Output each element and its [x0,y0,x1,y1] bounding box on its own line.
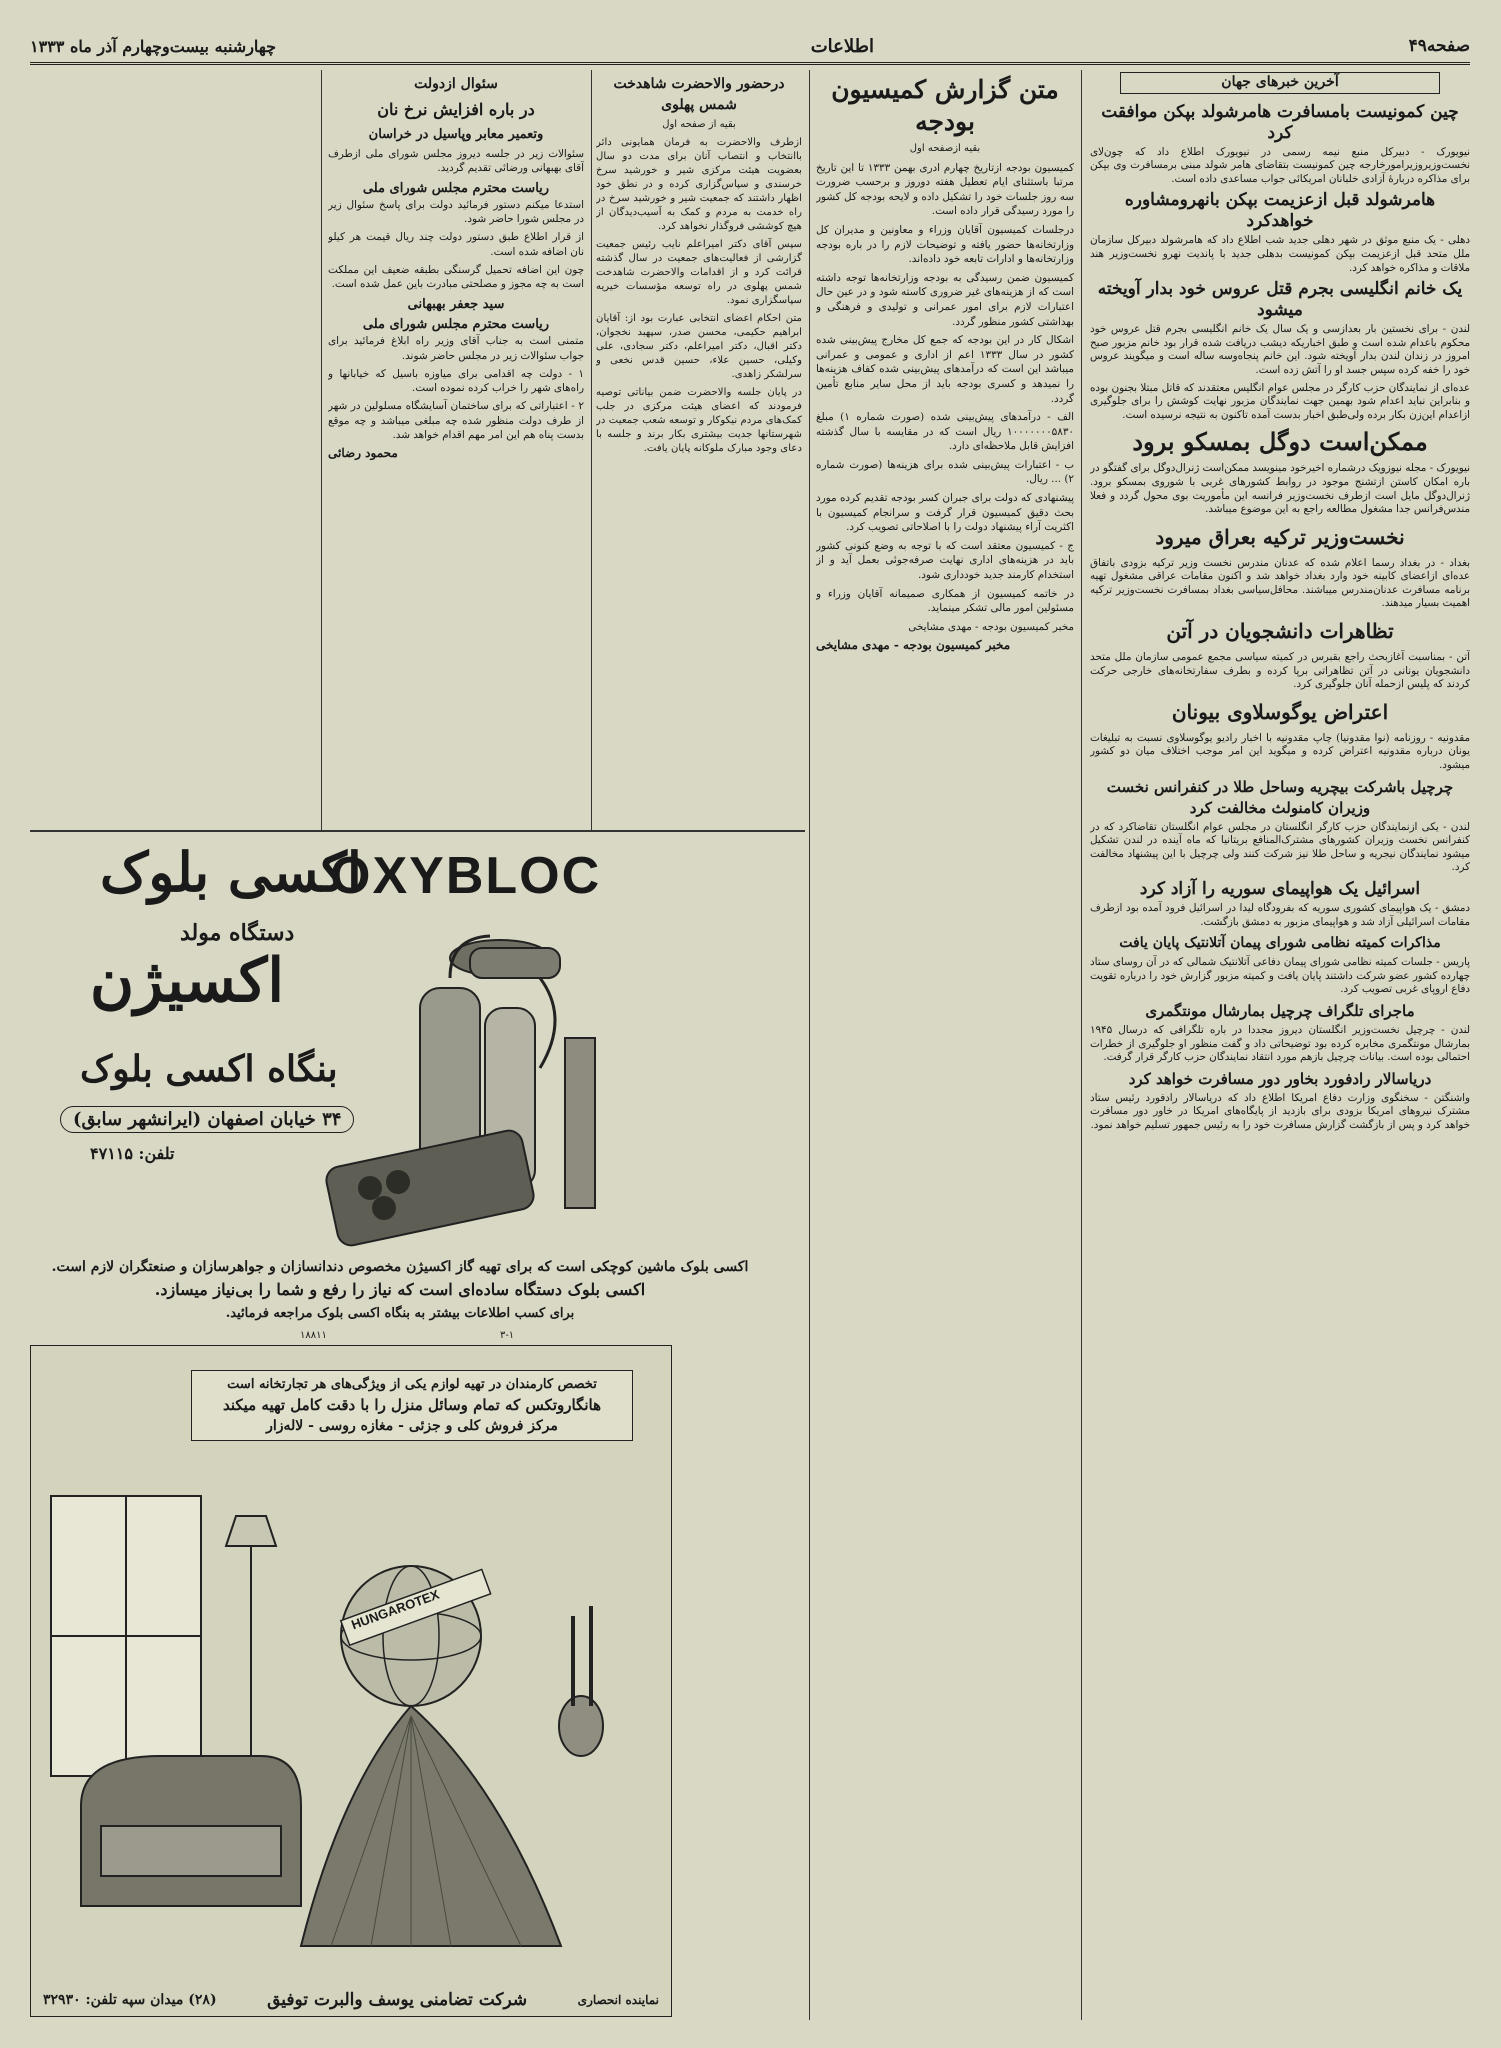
news-body: نیویورک - مجله نیوزویک درشماره اخیرخود مینویسد ممکن‌است ژنرال‌دوگل برای گفتگو در باره امکان کاستن ازتشنج موجود در روابط کشورهای غربی با شوروی بمسکو برود. ژنرال‌دوگل مایل است ازطرف نخست‌وزیر فرانسه این مأموریت بوی محول گردد و فعلا مندس‌فرانس جدا مشغول مطالعه راجع به این موضوع میباشد. [1090,462,1470,516]
footer-agent: نماینده انحصاری [577,1993,659,2007]
footer-company: شرکت تضامنی یوسف والبرت توفیق [267,1990,528,2010]
section-rule [30,830,805,832]
royal-paragraph: ازطرف والاحضرت به فرمان همایونی دائر باانتخاب و انتصاب آنان برای مدت دو سال بعضویت هیئت مرکزی شیر و خورشید سرخ خرسندی و سپاس‌گزاری کرده و در نطق خود اظهار داشتند که جمعیت شیر و خورشید سرخ در راه خدمت به مردم و کمک به آسیب‌دیدگان از هیچ کوششی فروگذار نخواهد کرد. [596,137,802,232]
world-news-column [1090,70,1470,2020]
ad-subtitle: دستگاه مولد [180,920,295,946]
ad-product: اکسیژن [90,946,285,1016]
question-paragraph: سئوالات زیر در جلسه دیروز مجلس شورای ملی ازطرف آقای بهبهانی ورضائی تقدیم گردید. [328,148,584,175]
budget-signature: مخبر کمیسیون بودجه - مهدی مشایخی [816,638,1011,653]
banner-line: هانگاروتکس که تمام وسائل منزل را با دقت کامل تهیه میکند [222,1396,602,1414]
news-headline: ماجرای تلگراف چرچیل بمارشال مونتگمری [1145,1001,1415,1020]
question-paragraph: ریاست محترم مجلس شورای ملی [362,316,550,332]
news-body: آتن - بمناسبت آغازبحث راجع بقبرس در کمیته سیاسی مجمع عمومی سازمان ملل متحد دانشجویان یونانی در آتن تظاهراتی برپا کرده و بطرف سفارتخانه‌های خارجی حرکت کردند که پلیس ازحمله آنان جلوگیری کرد. [1090,651,1470,691]
question-paragraph: استدعا میکنم دستور فرمائید دولت برای پاسخ سئوال زیر در مجلس شورا حاضر شود. [328,198,584,226]
news-body: لندن - برای نخستین بار بعدازسی و یک سال یک خانم انگلیسی بجرم قتل عروس خود محکوم باعدام شده است و طبق اخباریکه دیشب دریافت شده قرار بود خانم مزبور صبح امروز در زندان لندن بدار آویخته شود. این خانم پنجاه‌وسه ساله است و میگویند عروس خود را خفه کرده سپس جسد او را آتش زده است. [1090,323,1470,376]
ad-ref: ۱۸۸۱۱ [300,1330,327,1341]
budget-paragraph: ب - اعتبارات پیش‌بینی شده برای هزینه‌ها (صورت شماره ۲) ... ریال. [816,458,1074,486]
brand-fa: اکسی بلوک [100,840,362,904]
column-rule [321,70,323,830]
news-body: پاریس - جلسات کمیته نظامی شورای پیمان دفاعی آتلانتیک شمالی که در آن روسای ستاد چهارده کشور عضو شرکت داشتند پایان یافت و کمیته مزبور گزارش خود را درباره تقویت دفاع اروپای غربی تصویب کرد. [1090,956,1470,996]
issue-date: چهارشنبه بیست‌وچهارم آذر ماه ۱۳۳۳ [30,36,277,56]
paper-name: اطلاعات [810,35,874,57]
masthead [30,30,1470,65]
question-paragraph: از قرار اطلاع طبق دستور دولت چند ریال قیمت هر کیلو نان اضافه شده است. [328,231,584,258]
news-headline: چرچیل باشرکت بیچریه وساحل طلا در کنفرانس نخست وزیران کامنولث مخالفت کرد [1106,777,1454,817]
news-body: بغداد - در بغداد رسما اعلام شده که عدنان مندرس نخست وزیر ترکیه بزودی باتفاق عده‌ای ازاعضای کابینه خود وارد بغداد خواهد شد و اکنون مقامات عراقی مشغول تهیه برنامه مسافرت عدنان‌مندرس میباشند. محافل‌سیاسی بغداد بمسافرت نخست‌وزیر ترکیه اهمیت بسیار میدهند. [1090,556,1470,610]
ad-ref: ۳-۱ [500,1330,515,1341]
news-headline: دریاسالار رادفورد بخاور دور مسافرت خواهد کرد [1128,1069,1432,1088]
question-headline: سئوال ازدولت [414,76,498,92]
brand-latin: OXYBLOC [330,847,602,905]
budget-headline: متن گزارش کمیسیون بودجه [831,75,1059,136]
budget-paragraph: کمیسیون ضمن رسیدگی به بودجه وزارتخانه‌ها توجه داشته است که از هزینه‌های غیر ضروری کاسته شود و در عین حال اعتبارات لازم برای امور عمرانی و تولیدی و فرهنگی و بهداشتی کشور منظور گردد. [816,271,1074,328]
oxygen-machine-illustration [310,918,630,1248]
news-body: مقدونیه - روزنامه (نوا مقدونیا) چاپ مقدونیه با اخبار رادیو یوگوسلاوی نسبت به تبلیغات یونان درباره مقدونیه اعتراض کرده و میگوید این امر موجب اختلاف میان دو کشور میشود. [1090,731,1470,772]
banner-line: تخصص کارمندان در تهیه لوازم یکی از ویژگی‌های هر تجارتخانه است [227,1377,597,1392]
news-body: لندن - یکی ازنمایندگان حزب کارگر انگلستان در مجلس عوام انگلستان تقاضاکرد که در کنفرانس نخست وزیران کشورهای مشترک‌المنافع بریتانیا که ماه آینده در لندن تشکیل میشود نمایندگان نیجریه و ساحل طلا نیز شرکت کنند ولی چرچیل با این پیشنهاد مخالفت کرد. [1090,820,1470,874]
royal-paragraph: در پایان جلسه والاحضرت ضمن بیاناتی توصیه فرمودند که اعضای هیئت مرکزی در جلب کمک‌های مردم نیکوکار و توسعه شعب جمعیت در شهرستانها جدیت بیشتری بکار برند و جلسه با دعای وجود مبارک ملوکانه پایان یافت. [596,387,802,454]
news-headline: ممکن‌است دوگل بمسکو برود [1132,427,1428,457]
news-headline: اسرائیل یک هواپیمای سوریه را آزاد کرد [1139,879,1421,899]
footer-address: (۲۸) میدان سپه تلفن: ۳۲۹۳۰ [43,1992,217,2008]
question-paragraph: ۱ - دولت چه اقدامی برای میاوزه باسیل که خیابانها و راه‌های شهر را خراب کرده نموده است. [328,367,584,395]
budget-report-column [816,70,1074,2020]
budget-paragraph: پیشنهادی که دولت برای جبران کسر بودجه تقدیم کرده مورد بحث دقیق کمیسیون قرار گرفت و سرانجام کمیسیون با اکثریت آراء پیشنهاد دولت را با اصلاحاتی تصویب کرد. [816,492,1074,534]
budget-paragraph: درجلسات کمیسیون آقایان وزراء و معاونین و مدیران کل وزارتخانه‌ها حضور یافته و توضیحات لازم را در باره بودجه وزارتخانه‌ها و ادارات تابعه خود داده‌اند. [816,223,1074,266]
banner-line: مرکز فروش کلی و جزئی - مغازه روسی - لاله‌زار [266,1418,558,1434]
news-body: واشنگتن - سخنگوی وزارت دفاع امریکا اطلاع داد که دریاسالار رادفورد رئیس ستاد مشترک نیروهای امریکا بزودی برای بازدید از پایگاه‌های امریکا در خاور دور مسافرت خواهد کرد و پس از بازگشت گزارش مسافرت خود را به رئیس جمهور تسلیم خواهد نمود. [1090,1091,1470,1131]
question-headline: در باره افزایش نرخ نان [377,100,535,119]
budget-paragraph: کمیسیون بودجه ازتاریخ چهارم ادری بهمن ۱۳۳۳ تا این تاریخ مرتبا باستثنای ایام تعطیل هفته دوروز و برحسب ضرورت سه روز جلسات خود را تشکیل داده و لایحه بودجه کل کشور را مورد رسیدگی قرار داده است. [816,161,1074,218]
question-headline: وتعمیر معابر وپاسیل در خراسان [368,127,544,142]
budget-paragraph: ج - کمیسیون معتقد است که با توجه به وضع کنونی کشور باید در هزینه‌های اداری نهایت صرفه‌جوئی بعمل آید و از استخدام کارمند جدید خودداری شود. [816,539,1074,582]
ad-line: اکسی بلوک دستگاه ساده‌ای است که نیاز را رفع و شما را بی‌نیاز میسازد. [154,1280,646,1299]
news-headline: اعتراض یوگوسلاوی بیونان [1171,699,1389,724]
ad-line: اکسی بلوک ماشین کوچکی است که برای تهیه گاز اکسیژن مخصوص دندانسازان و جواهرسازان و صنعتگران لازم است. [51,1259,749,1275]
budget-paragraph: اشکال کار در این بودجه که جمع کل مخارج پیش‌بینی شده کشور در سال ۱۳۳۳ اعم از اداری و عمومی و عمرانی میباشد این است که درآمدهای پیش‌بینی شده کفاف هزینه‌ها را نمیدهد و کسری بودجه باید از محل سایر منابع تأمین گردد. [816,334,1074,405]
ad-banner [191,1370,633,1441]
column-rule [1081,70,1083,2020]
budget-paragraph: در خاتمه کمیسیون از همکاری صمیمانه آقایان وزراء و مسئولین امور مالی تشکر مینماید. [816,587,1074,615]
news-headline: نخست‌وزیر ترکیه بعراق میرود [1155,524,1405,549]
question-paragraph: متمنی است به جناب آقای وزیر راه ابلاغ فرمائید برای جواب سئوالات زیر در مجلس حاضر شوند. [328,335,584,362]
news-body: نیویورک - دبیرکل منبع نیمه رسمی در نیویورک اطلاع داد که چون‌لای نخست‌وزیروزیرامورخارجه چین کمونیست بتقاضای هامر شولد مبنی برمسافرت وی بپکن برای مذاکره دربارهٔ آزادی خلبانان امریکائی جواب مساعدی داده است. [1090,145,1470,185]
hungarotex-ad [30,1345,672,2017]
news-headline: تظاهرات دانشجویان در آتن [1166,619,1394,644]
ad-phone: تلفن: ۴۷۱۱۵ [90,1144,175,1163]
royal-column [596,70,802,830]
question-paragraph: سید جعفر بهبهانی [407,296,505,312]
continued-note: بقیه از صفحه اول [662,119,736,130]
question-paragraph: ۲ - اعتباراتی که برای ساختمان آسایشگاه مسلولین در شهر از طرف دولت منظور شده چه مبلغی میباشد و چه موقع بدست پناه هم این امر مهم اقدام خواهد شد. [328,400,584,442]
page-number: صفحه۴۹ [1408,36,1470,56]
oxybloc-ad [30,838,790,1338]
column-rule [809,70,811,2020]
news-headline: چین کمونیست بامسافرت هامرشولد بپکن موافقت کرد [1101,101,1459,143]
news-body: لندن - چرچیل نخست‌وزیر انگلستان دیروز مجددا در باره تلگرافی که درسال ۱۹۴۵ بمارشال مونتگمری مخابره کرده بود توضیحاتی داد و گفت منظور او جلوگیری از خطرات احتمالی بوده است. بیانات چرچیل بازهم مورد انتقاد نمایندگان حزب کارگر قرار گرفت. [1090,1023,1470,1064]
budget-paragraph: الف - درآمدهای پیش‌بینی شده (صورت شماره ۱) مبلغ ۱۰۰۰۰۰۰۰۵۸۳۰ ریال است که در مقایسه با سال گذشته افزایش قابل ملاحظه‌ای دارد. [816,411,1074,453]
royal-headline: درحضور والاحضرت شاهدخت شمس پهلوی [613,76,785,113]
news-headline: یک خانم انگلیسی بجرم قتل عروس خود بدار آویخته میشود [1097,279,1463,321]
budget-paragraph: مخبر کمیسیون بودجه - مهدی مشایخی [908,620,1074,633]
hungarotex-logo: HUNGAROTEX [349,1586,442,1633]
news-headline: مذاکرات کمیته نظامی شورای پیمان آتلانتیک پایان یافت [1119,935,1441,952]
ad-address: ۳۴ خیابان اصفهان (ایرانشهر سابق) [60,1106,354,1133]
news-body: دمشق - یک هواپیمای کشوری سوریه که بفرودگاه لیدا در اسرائیل فرود آمده بود ازطرف مقامات اسرائیلی آزاد شد و هواپیمای مزبور به دمشق بازگشت. [1090,902,1470,928]
continued-note: بقیه ازصفحه اول [909,143,981,154]
question-column [328,70,584,830]
news-body: دهلی - یک منبع موثق در شهر دهلی جدید شب اطلاع داد که هامرشولد دبیرکل سازمان ملل متحد قبل ازعزیمت بپکن کمونیست بدهلی جدید با پاندیت نهرو نخست‌وزیر هند ملاقات و مذاکره خواهد کرد. [1090,234,1470,274]
question-paragraph: ریاست محترم مجلس شورای ملی [362,180,550,196]
newspaper-page [30,30,1470,2020]
ad-footer [31,1990,671,2010]
question-signature: محمود رضائی [328,446,398,461]
royal-paragraph: متن احکام اعضای انتخابی عبارت بود از: آقایان ابراهیم حکیمی، محسن صدر، سپهبد نخجوان، دکتر اقبال، دکتر امیراعلم، دکتر سجادی، علی وکیلی، حسین علاء، حسین قدس نخعی و سرلشکر زاهدی. [596,313,802,380]
ad-store: بنگاه اکسی بلوک [80,1048,338,1090]
royal-paragraph: سپس آقای دکتر امیراعلم نایب رئیس جمعیت گزارشی از فعالیت‌های جمعیت در سال گذشته قرائت کرد و از اقدامات والاحضرت شاهدخت شمس پهلوی در راه توسعه مؤسسات خیریه سپاسگزاری نمود. [596,239,802,306]
question-paragraph: چون این اضافه تحمیل گرسنگی بطبقه ضعیف این مملکت است به چه مجوز و مصلحتی مبادرت باین عمل شده است. [328,264,584,291]
column-rule [591,70,593,830]
furniture-illustration [41,1486,661,1966]
news-body: عده‌ای از نمایندگان حزب کارگر در مجلس عوام انگلیس معتقدند که قاتل مبتلا بجنون بوده و بنابراین نباید اعدام شود بهمین جهت نمایندگان مزبور نهایت کوشش را برای جلوگیری ازاعدام این‌زن بکار برده ولی‌طبق اخبار بدست آمده تاکنون به نتیجه نرسیده است. [1090,381,1470,421]
news-headline: هامرشولد قبل ازعزیمت بپکن بانهرومشاوره خواهدکرد [1124,190,1436,232]
world-news-title: آخرین خبرهای جهان [1120,72,1440,94]
ad-line: برای کسب اطلاعات بیشتر به بنگاه اکسی بلوک مراجعه فرمائید. [225,1306,575,1321]
